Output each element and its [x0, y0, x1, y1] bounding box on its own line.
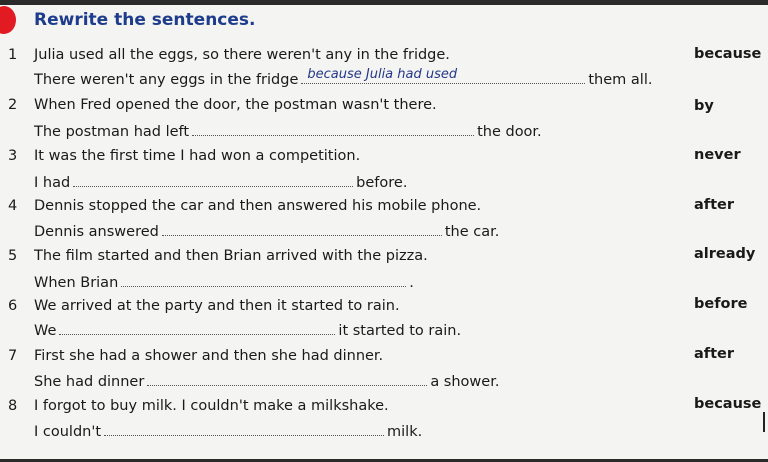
rewrite-prefix: I had [34, 175, 71, 191]
item-number: 7 [8, 348, 18, 364]
keyword: before [694, 296, 748, 312]
source-sentence: The film started and then Brian arrived with the pizza. [34, 248, 428, 264]
source-sentence: Dennis stopped the car and then answered his mobile phone. [34, 198, 482, 214]
source-sentence: Julia used all the eggs, so there weren't any in the fridge. [34, 47, 450, 63]
answer-blank[interactable] [162, 223, 442, 236]
source-sentence: When Fred opened the door, the postman wasn't there. [34, 97, 437, 113]
rewrite-line [34, 373, 499, 390]
rewrite-suffix: them all. [588, 72, 653, 88]
answer-blank[interactable] [73, 174, 353, 187]
answer-blank[interactable] [121, 274, 406, 287]
rewrite-line [34, 174, 407, 191]
item-number: 8 [8, 398, 18, 414]
rewrite-prefix: When Brian [34, 275, 119, 291]
rewrite-suffix: the door. [477, 124, 542, 140]
keyword: never [694, 147, 741, 163]
keyword: already [694, 246, 756, 262]
edge-mark [763, 412, 765, 432]
exercise-title: Rewrite the sentences. [34, 10, 256, 30]
rewrite-line [34, 67, 653, 88]
rewrite-prefix: The postman had left [34, 124, 190, 140]
answer-blank[interactable] [104, 423, 384, 436]
rewrite-suffix: milk. [387, 424, 423, 440]
top-border [0, 0, 768, 5]
source-sentence: We arrived at the party and then it started to rain. [34, 298, 400, 314]
source-sentence: I forgot to buy milk. I couldn't make a milkshake. [34, 398, 389, 414]
rewrite-prefix: I couldn't [34, 424, 102, 440]
rewrite-suffix: the car. [444, 224, 500, 240]
rewrite-prefix: Dennis answered [34, 224, 159, 240]
answer-blank[interactable] [192, 123, 474, 136]
rewrite-line [34, 123, 542, 140]
rewrite-suffix: it started to rain. [338, 323, 462, 339]
item-number: 4 [8, 198, 18, 214]
rewrite-prefix: She had dinner [34, 374, 145, 390]
rewrite-prefix: There weren't any eggs in the fridge [34, 72, 299, 88]
rewrite-line [34, 322, 461, 339]
rewrite-suffix: . [409, 275, 414, 291]
handwritten-answer: because Julia had used [307, 67, 458, 82]
item-number: 3 [8, 148, 18, 164]
keyword: after [694, 197, 735, 213]
keyword: because [694, 396, 762, 412]
rewrite-prefix: We [34, 323, 57, 339]
source-sentence: First she had a shower and then she had dinner. [34, 348, 384, 364]
rewrite-line [34, 223, 499, 240]
rewrite-suffix: a shower. [430, 374, 500, 390]
answer-blank[interactable] [301, 67, 585, 84]
answer-blank[interactable] [59, 322, 335, 335]
rewrite-suffix: before. [356, 175, 408, 191]
rewrite-line [34, 423, 422, 440]
rewrite-line [34, 274, 414, 291]
item-number: 5 [8, 248, 18, 264]
keyword: because [694, 46, 762, 62]
keyword: by [694, 98, 714, 114]
source-sentence: It was the first time I had won a competition. [34, 148, 361, 164]
exercise-bullet [0, 6, 16, 34]
answer-blank[interactable] [147, 373, 427, 386]
item-number: 2 [8, 97, 18, 113]
item-number: 6 [8, 298, 18, 314]
item-number: 1 [8, 47, 18, 63]
keyword: after [694, 346, 735, 362]
